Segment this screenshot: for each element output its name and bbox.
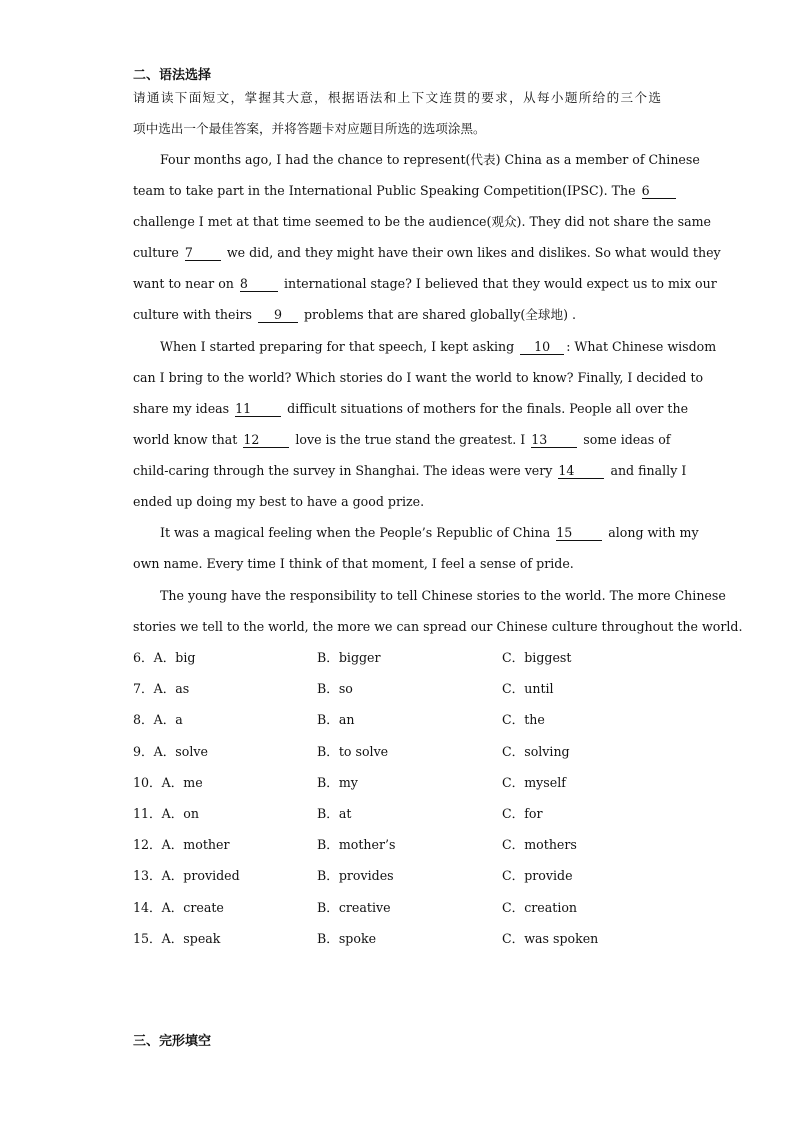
question-10 [133,774,661,792]
option-c: C．the [502,712,545,727]
option-b: B．spoke [317,931,377,946]
p4-line-2: stories we tell to the world, the more we can spread our Chinese culture throughout the world. [133,619,743,634]
option-c: C．solving [502,744,570,759]
option-b: B．an [317,712,355,727]
option-b: B．mother’s [317,837,396,852]
option-a: 9．A．solve [133,744,208,759]
option-c: C．creation [502,900,578,915]
option-c: C．until [502,681,554,696]
p1-line-4 [133,244,721,262]
p2-line-2: can I bring to the world? Which stories do I want the world to know? Finally, I decided to [133,370,704,385]
p2-line-3-text-b: difficult situations of mothers for the finals. People all over the [287,401,689,416]
p2-line-5-text-a: child-caring through the survey in Shanghai. The ideas were very [133,463,553,478]
blank-7: 7 [185,246,221,261]
p2-line-1 [160,338,717,356]
blank-9: 9 [258,308,298,323]
option-a: 6．A．big [133,650,196,665]
option-a: 7．A．as [133,681,190,696]
p1-line-6 [133,306,661,324]
option-c: C．mothers [502,837,577,852]
question-6 [133,649,661,667]
p1-line-4-text-a: culture [133,245,179,260]
p2-line-5 [133,462,687,480]
option-c: C．provide [502,868,573,883]
option-b: B．to solve [317,744,389,759]
question-14 [133,899,661,917]
option-c: C．was spoken [502,931,599,946]
question-13 [133,867,661,885]
option-c: C．biggest [502,650,572,665]
question-9 [133,743,661,761]
option-a: 15．A．speak [133,931,221,946]
option-b: B．provides [317,868,394,883]
p2-line-4 [133,431,671,449]
instruction-line-2: 项中选出一个最佳答案，并将答题卡对应题目所选的选项涂黑。 [133,121,486,136]
p1-line-5-text-b: international stage? I believed that they would expect us to mix our [283,276,717,291]
p2-line-1-text-b: : What Chinese wisdom [566,339,717,354]
option-a: 12．A．mother [133,837,230,852]
p3-line-1-text-b: along with my [608,525,699,540]
p1-line-1: Four months ago, I had the chance to represent(代表) China as a member of Chinese [160,152,700,167]
blank-15: 15 [556,526,602,541]
blank-8: 8 [240,277,278,292]
question-8 [133,711,661,729]
option-c: C．myself [502,775,566,790]
option-c: C．for [502,806,543,821]
p1-line-5 [133,275,717,293]
blank-11: 11 [235,402,281,417]
p1-line-2-text: team to take part in the International Public Speaking Competition(IPSC). The [133,183,636,198]
option-b: B．creative [317,900,391,915]
section-2-title: 二、语法选择 [133,68,212,83]
p2-line-5-text-b: and finally I [610,463,687,478]
option-b: B．so [317,681,353,696]
p2-line-6: ended up doing my best to have a good prize. [133,494,425,509]
p1-line-6-text-b: problems that are shared globally(全球地) . [304,307,576,322]
p1-line-4-text-b: we did, and they might have their own likes and dislikes. So what would they [226,245,721,260]
option-a: 10．A．me [133,775,203,790]
blank-12: 12 [243,433,289,448]
p2-line-4-text-c: some ideas of [583,432,671,447]
option-a: 11．A．on [133,806,200,821]
blank-10: 10 [520,340,564,355]
question-7 [133,680,661,698]
p3-line-1 [160,524,699,542]
option-a: 13．A．provided [133,868,240,883]
p3-line-1-text-a: It was a magical feeling when the People’s Republic of China [160,525,551,540]
blank-6: 6 [642,184,676,199]
p1-line-2 [133,182,661,200]
option-a: 14．A．create [133,900,224,915]
option-a: 8．A．a [133,712,183,727]
p4-line-1: The young have the responsibility to tell Chinese stories to the world. The more Chinese [160,588,726,603]
option-b: B．bigger [317,650,381,665]
p1-line-3: challenge I met at that time seemed to be the audience(观众). They did not share the same [133,214,712,229]
option-b: B．my [317,775,358,790]
p2-line-3 [133,400,689,418]
blank-13: 13 [531,433,577,448]
p2-line-4-text-a: world know that [133,432,238,447]
option-b: B．at [317,806,352,821]
question-12 [133,836,661,854]
section-3-title: 三、完形填空 [133,1034,212,1049]
p2-line-4-text-b: love is the true stand the greatest. I [295,432,526,447]
p1-line-6-text-a: culture with theirs [133,307,252,322]
p3-line-2: own name. Every time I think of that moment, I feel a sense of pride. [133,556,574,571]
question-15 [133,930,661,948]
question-11 [133,805,661,823]
p1-line-5-text-a: want to near on [133,276,234,291]
p2-line-1-text-a: When I started preparing for that speech, I kept asking [160,339,515,354]
instruction-line-1: 请通读下面短文，掌握其大意，根据语法和上下文连贯的要求，从每小题所给的三个选 [133,90,661,105]
p2-line-3-text-a: share my ideas [133,401,230,416]
blank-14: 14 [558,464,604,479]
